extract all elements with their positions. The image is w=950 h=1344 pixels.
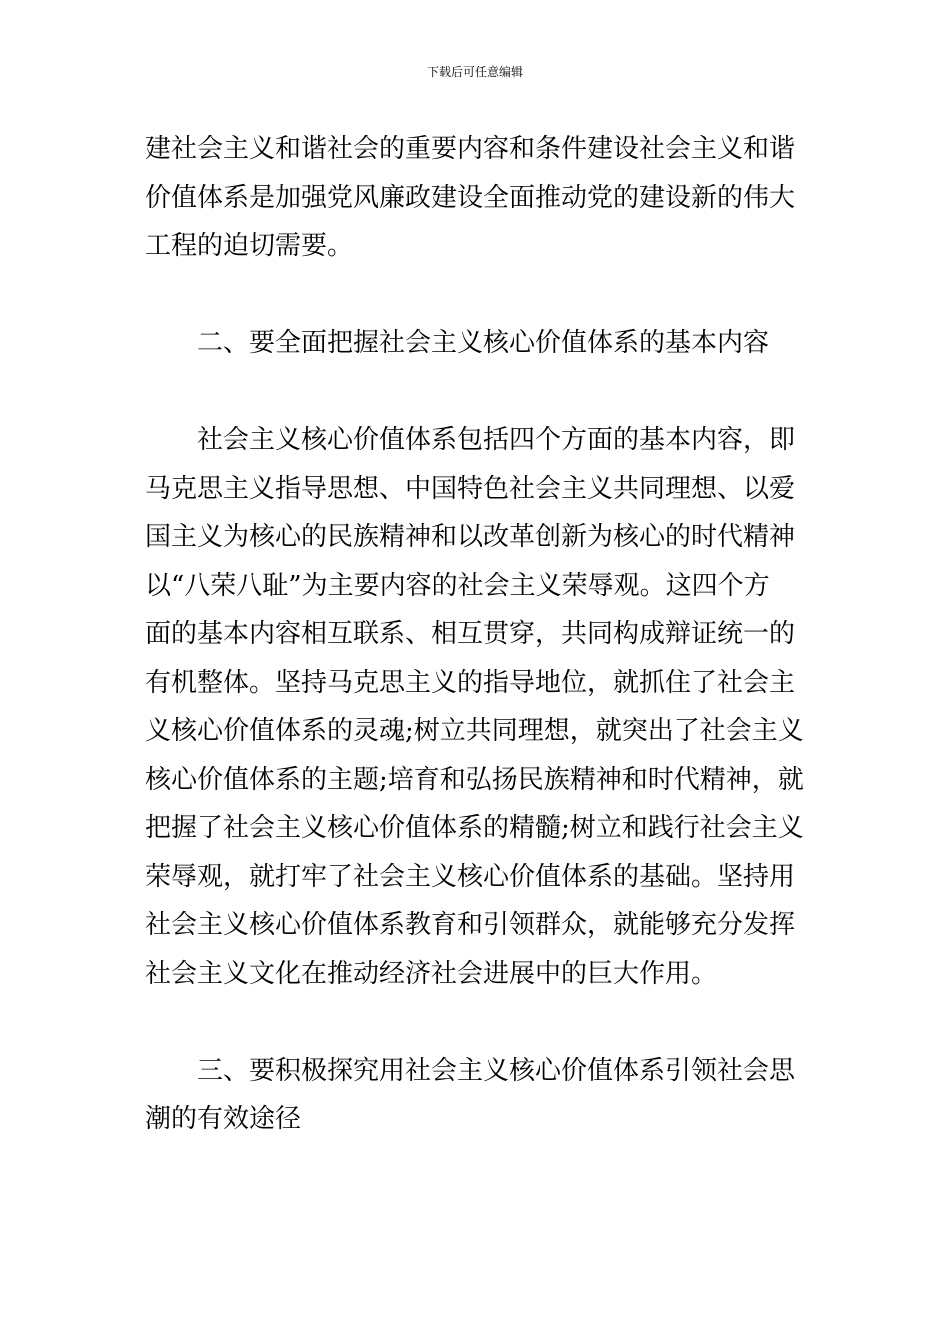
heading-line: 三、要积极探究用社会主义核心价值体系引领社会思 xyxy=(197,1055,796,1086)
text-line: 把握了社会主义核心价值体系的精髓;树立和践行社会主义 xyxy=(145,813,804,843)
paragraph-gap xyxy=(145,271,807,320)
section-heading-3 xyxy=(145,1047,807,1144)
text-line: 社会主义文化在推动经济社会进展中的巨大作用。 xyxy=(145,958,718,989)
paragraph-gap xyxy=(145,998,807,1047)
text-line: 面的基本内容相互联系、相互贯穿，共同构成辩证统一的 xyxy=(145,619,796,649)
text-line: 荣辱观，就打牢了社会主义核心价值体系的基础。坚持用 xyxy=(145,861,796,892)
text-line: 有机整体。坚持马克思主义的指导地位，就抓住了社会主 xyxy=(145,667,796,698)
text-line: 国主义为核心的民族精神和以改革创新为核心的时代精神 xyxy=(145,522,796,552)
text-line: 工程的迫切需要。 xyxy=(145,231,354,261)
paragraph-continuation xyxy=(145,125,807,271)
text-line: 义核心价值体系的灵魂;树立共同理想，就突出了社会主义 xyxy=(145,716,804,746)
heading-line: 二、要全面把握社会主义核心价值体系的基本内容 xyxy=(197,328,770,358)
document-body xyxy=(145,125,807,1144)
paragraph-gap xyxy=(145,368,807,417)
paragraph-content xyxy=(145,416,807,998)
heading-line: 潮的有效途径 xyxy=(145,1104,302,1134)
text-line: 以“八荣八耻”为主要内容的社会主义荣辱观。这四个方 xyxy=(145,570,770,601)
text-line: 马克思主义指导思想、中国特色社会主义共同理想、以爱 xyxy=(145,473,796,504)
text-line: 价值体系是加强党风廉政建设全面推动党的建设新的伟大 xyxy=(145,182,796,213)
text-line: 社会主义核心价值体系包括四个方面的基本内容，即 xyxy=(197,425,796,455)
text-line: 社会主义核心价值体系教育和引领群众，就能够充分发挥 xyxy=(145,910,796,940)
section-heading-2 xyxy=(145,319,807,368)
text-line: 核心价值体系的主题;培育和弘扬民族精神和时代精神，就 xyxy=(145,764,804,795)
text-line: 建社会主义和谐社会的重要内容和条件建设社会主义和谐 xyxy=(145,134,796,164)
page-header: 下载后可任意编辑 xyxy=(426,65,523,79)
